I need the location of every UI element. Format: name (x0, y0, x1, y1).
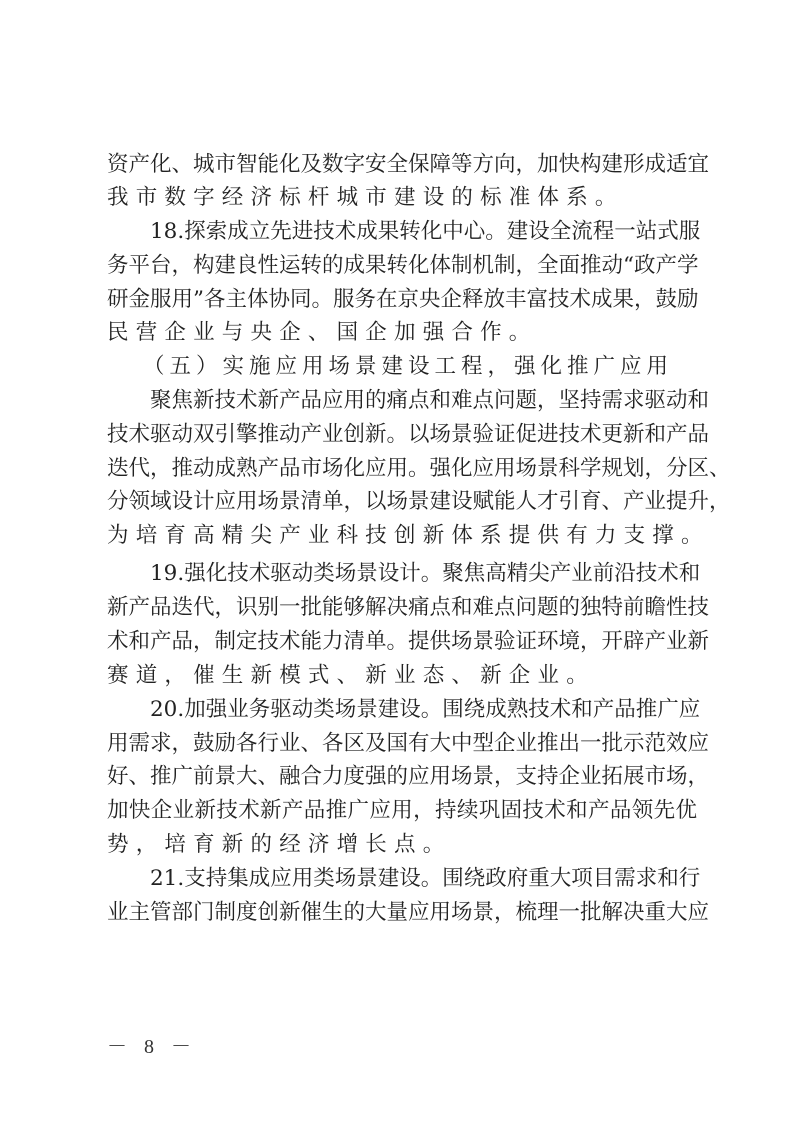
page-number: － 8 － (107, 1036, 197, 1058)
text-line: 21.支持集成应用类场景建设。围绕政府重大项目需求和行 (150, 866, 701, 891)
text-line: 聚焦新技术新产品应用的痛点和难点问题，坚持需求驱动和 (150, 388, 710, 413)
text-line: 好、推广前景大、融合力度强的应用场景，支持企业拓展市场， (107, 764, 710, 789)
text-line: 20.加强业务驱动类场景建设。围绕成熟技术和产品推广应 (150, 697, 701, 722)
text-line: 术和产品，制定技术能力清单。提供场景验证环境，开辟产业新 (107, 629, 710, 654)
text-line: 加快企业新技术新产品推广应用，持续巩固技术和产品领先优 (107, 798, 697, 823)
text-line: 为培育高精尖产业科技创新体系提供有力支撑。 (107, 523, 710, 548)
text-line: 研金服用”各主体协同。服务在京央企释放丰富技术成果，鼓励 (107, 287, 699, 312)
text-line: 务平台，构建良性运转的成果转化体制机制，全面推动“政产学 (107, 253, 699, 278)
section-heading: （五）实施应用场景建设工程，强化推广应用 (143, 354, 674, 379)
text-line: 民营企业与央企、国企加强合作。 (107, 320, 538, 345)
text-line: 分领域设计应用场景清单，以场景建设赋能人才引育、产业提升， (107, 489, 731, 514)
text-line: 赛道，催生新模式、新业态、新企业。 (107, 663, 595, 688)
text-line: 势，培育新的经济增长点。 (107, 832, 452, 857)
text-line: 我市数字经济标杆城市建设的标准体系。 (107, 185, 624, 210)
text-line: 用需求，鼓励各行业、各区及国有大中型企业推出一批示范效应 (107, 731, 710, 756)
text-line: 资产化、城市智能化及数字安全保障等方向，加快构建形成适宜 (107, 152, 710, 177)
text-line: 19.强化技术驱动类场景设计。聚焦高精尖产业前沿技术和 (150, 561, 701, 586)
text-line: 迭代，推动成熟产品市场化应用。强化应用场景科学规划，分区、 (107, 456, 731, 481)
text-line: 18.探索成立先进技术成果转化中心。建设全流程一站式服 (150, 219, 701, 244)
text-line: 业主管部门制度创新催生的大量应用场景，梳理一批解决重大应 (107, 900, 710, 925)
text-line: 新产品迭代，识别一批能够解决痛点和难点问题的独特前瞻性技 (107, 595, 710, 620)
text-line: 技术驱动双引擎推动产业创新。以场景验证促进技术更新和产品 (107, 422, 710, 447)
